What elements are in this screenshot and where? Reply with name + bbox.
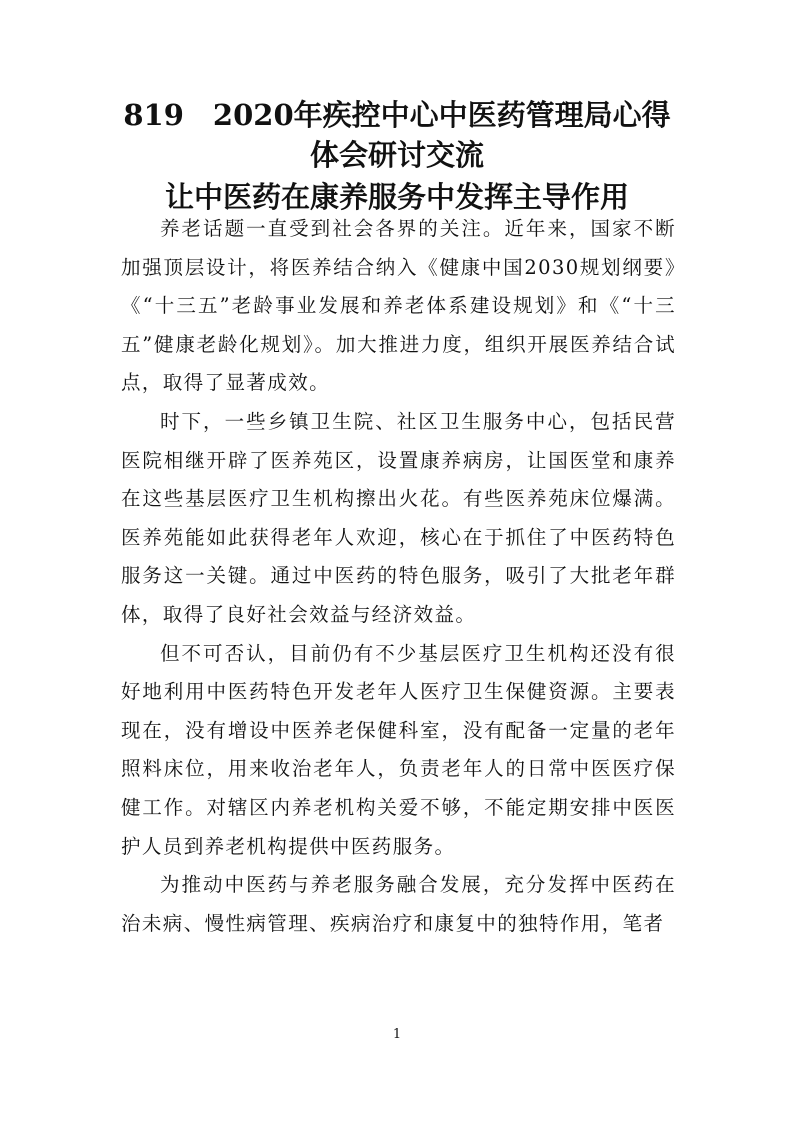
document-title-line-1: 819 2020年疾控中心中医药管理局心得 <box>123 98 671 132</box>
paragraph-2: 时下，一些乡镇卫生院、社区卫生服务中心，包括民营医院相继开辟了医养苑区，设置康养病房，让国医堂和康养在这些基层医疗卫生机构擦出火花。有些医养苑床位爆满。医养苑能如此获得老年人欢迎，核心在于抓住了中医药特色服务这一关键。通过中医药的特色服务，吸引了大批老年群体，取得了良好社会效益与经济效益。 <box>121 409 676 626</box>
paragraph-4: 为推动中医药与养老服务融合发展，充分发挥中医药在治未病、慢性病管理、疾病治疗和康复中的独特作用，笔者 <box>121 873 676 935</box>
page-number: 1 <box>392 1027 402 1042</box>
document-body <box>121 210 676 943</box>
document-title-line-2: 体会研讨交流 <box>309 138 484 172</box>
document-title-line-3: 让中医药在康养服务中发挥主导作用 <box>164 180 629 214</box>
paragraph-1: 养老话题一直受到社会各界的关注。近年来，国家不断加强顶层设计，将医养结合纳入《健康中国2030规划纲要》《“十三五”老龄事业发展和养老体系建设规划》和《“十三五”健康老龄化规划》。加大推进力度，组织开展医养结合试点，取得了显著成效。 <box>121 217 676 395</box>
paragraph-3: 但不可否认，目前仍有不少基层医疗卫生机构还没有很好地利用中医药特色开发老年人医疗卫生保健资源。主要表现在，没有增设中医养老保健科室，没有配备一定量的老年照料床位，用来收治老年人，负责老年人的日常中医医疗保健工作。对辖区内养老机构关爱不够，不能定期安排中医医护人员到养老机构提供中医药服务。 <box>121 641 676 858</box>
